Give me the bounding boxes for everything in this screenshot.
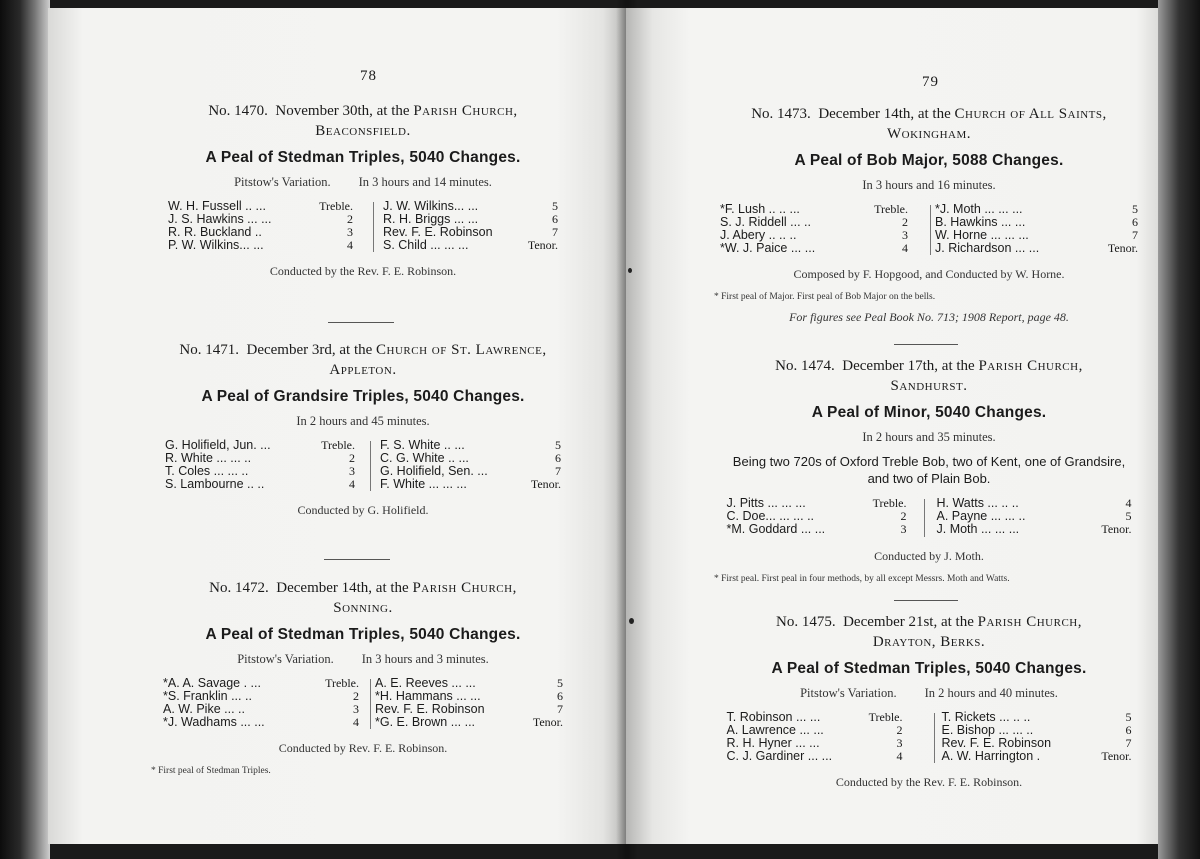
duration: In 2 hours and 35 minutes. bbox=[862, 430, 996, 444]
ringer-row: R. H. Briggs ... ... 6 bbox=[383, 212, 558, 226]
peal-entry bbox=[714, 356, 1144, 584]
peal-number: No. 1472. bbox=[209, 580, 269, 596]
peal-place: Sandhurst. bbox=[890, 378, 968, 394]
ringer-row: *J. Wadhams ... ... 4 bbox=[163, 715, 359, 729]
peal-title: A Peal of Stedman Triples, 5040 Changes. bbox=[205, 149, 521, 166]
variation: Pitstow's Variation. bbox=[800, 686, 897, 700]
peal-heading bbox=[714, 612, 1144, 652]
peal-date: December 14th, at the bbox=[276, 580, 409, 596]
peal-heading bbox=[714, 104, 1144, 144]
ringer-row: P. W. Wilkins... ... 4 bbox=[168, 238, 353, 252]
conducted-by: Composed by F. Hopgood, and Conducted by W. Horne. bbox=[793, 267, 1065, 281]
peal-number: No. 1473. bbox=[751, 106, 811, 122]
peal-number: No. 1475. bbox=[776, 614, 836, 630]
duration: In 3 hours and 16 minutes. bbox=[862, 178, 996, 192]
book-edge-left bbox=[0, 0, 50, 859]
ringer-row: H. Watts ... .. .. 4 bbox=[936, 496, 1132, 510]
ringer-row: Rev. F. E. Robinson 7 bbox=[383, 225, 558, 239]
peal-place: Beaconsfield. bbox=[315, 123, 411, 139]
peal-church: Church of All Saints, bbox=[954, 106, 1107, 122]
footnote: * First peal of Major. First peal of Bob Major on the bells. bbox=[714, 292, 936, 302]
peal-church: Parish Church, bbox=[977, 614, 1082, 630]
ringer-row: A. E. Reeves ... ... 5 bbox=[375, 676, 563, 690]
peal-date: December 21st, at the bbox=[843, 614, 974, 630]
ringers-table bbox=[727, 711, 1132, 763]
left-page bbox=[48, 8, 626, 844]
section-rule bbox=[894, 344, 958, 345]
ringer-row: A. Payne ... ... .. 5 bbox=[936, 509, 1132, 523]
peal-title: A Peal of Grandsire Triples, 5040 Changes. bbox=[201, 388, 525, 405]
figures-reference: For figures see Peal Book No. 713; 1908 Report, page 48. bbox=[789, 310, 1069, 324]
ringer-row: G. Holifield, Jun. ... Treble. bbox=[165, 438, 355, 452]
ringer-row: J. Abery .. .. .. 3 bbox=[720, 228, 908, 242]
ringer-row: R. H. Hyner ... ... 3 bbox=[726, 736, 903, 750]
peal-place: Wokingham. bbox=[886, 126, 971, 142]
peal-place: Sonning. bbox=[333, 600, 393, 616]
variation: Pitstow's Variation. bbox=[237, 652, 334, 666]
footnote: * First peal. First peal in four methods, by all except Messrs. Moth and Watts. bbox=[714, 574, 1010, 584]
ringer-row: T. Coles ... ... .. 3 bbox=[165, 464, 355, 478]
ringer-row: T. Rickets ... .. .. 5 bbox=[941, 710, 1132, 724]
method-description: Being two 720s of Oxford Treble Bob, two of Kent, one of Grandsire, and two of Plain Bob. bbox=[732, 454, 1126, 486]
conducted-by: Conducted by G. Holifield. bbox=[297, 503, 429, 517]
column-divider bbox=[370, 679, 371, 729]
page-blemish bbox=[628, 268, 632, 273]
page-number: 78 bbox=[360, 68, 377, 84]
ringers-table bbox=[165, 439, 561, 491]
section-rule bbox=[894, 600, 958, 601]
ringer-row: J. S. Hawkins ... ... 2 bbox=[168, 212, 353, 226]
ringer-row: *G. E. Brown ... ... Tenor. bbox=[375, 715, 563, 729]
ringer-row: T. Robinson ... ... Treble. bbox=[726, 710, 903, 724]
peal-subtitle bbox=[714, 686, 1144, 701]
peal-number: No. 1470. bbox=[208, 103, 268, 119]
ringer-row: J. Moth ... ... ... Tenor. bbox=[936, 522, 1132, 536]
duration: In 3 hours and 14 minutes. bbox=[358, 175, 492, 189]
peal-date: November 30th, at the bbox=[275, 103, 410, 119]
page-blemish bbox=[629, 618, 634, 624]
peal-title: A Peal of Bob Major, 5088 Changes. bbox=[794, 152, 1064, 169]
ringer-row: R. R. Buckland .. 3 bbox=[168, 225, 353, 239]
peal-entry bbox=[128, 578, 598, 776]
column-divider bbox=[924, 499, 925, 537]
peal-title: A Peal of Stedman Triples, 5040 Changes. bbox=[205, 626, 521, 643]
ringer-row: F. S. White .. ... 5 bbox=[380, 438, 561, 452]
peal-subtitle bbox=[714, 178, 1144, 193]
peal-title: A Peal of Stedman Triples, 5040 Changes. bbox=[771, 660, 1087, 677]
ringer-row: *M. Goddard ... ... 3 bbox=[726, 522, 907, 536]
ringer-row: Rev. F. E. Robinson 7 bbox=[375, 702, 563, 716]
peal-entry bbox=[128, 101, 598, 279]
duration: In 3 hours and 3 minutes. bbox=[361, 652, 489, 666]
ringer-row: F. White ... ... ... Tenor. bbox=[380, 477, 561, 491]
peal-title: A Peal of Minor, 5040 Changes. bbox=[811, 404, 1047, 421]
ringer-row: *F. Lush .. .. ... Treble. bbox=[720, 202, 908, 216]
duration: In 2 hours and 40 minutes. bbox=[924, 686, 1058, 700]
ringer-row: E. Bishop ... ... .. 6 bbox=[941, 723, 1132, 737]
peal-church: Parish Church, bbox=[412, 580, 517, 596]
ringer-row: C. Doe... ... ... .. 2 bbox=[726, 509, 907, 523]
ringer-row: A. W. Pike ... .. 3 bbox=[163, 702, 359, 716]
ringer-row: *J. Moth ... ... ... 5 bbox=[935, 202, 1138, 216]
peal-number: No. 1471. bbox=[179, 342, 239, 358]
ringer-row: C. G. White .. ... 6 bbox=[380, 451, 561, 465]
page-number: 79 bbox=[922, 74, 939, 90]
ringer-row: A. Lawrence ... ... 2 bbox=[726, 723, 903, 737]
ringers-table bbox=[720, 203, 1138, 255]
ringer-row: Rev. F. E. Robinson 7 bbox=[941, 736, 1132, 750]
ringer-row: B. Hawkins ... ... 6 bbox=[935, 215, 1138, 229]
ringer-row: J. W. Wilkins... ... 5 bbox=[383, 199, 558, 213]
peal-entry bbox=[714, 612, 1144, 790]
conducted-by: Conducted by the Rev. F. E. Robinson. bbox=[269, 264, 457, 278]
peal-subtitle bbox=[128, 414, 598, 429]
peal-heading bbox=[714, 356, 1144, 396]
ringer-row: C. J. Gardiner ... ... 4 bbox=[726, 749, 903, 763]
right-page bbox=[626, 8, 1158, 844]
peal-heading bbox=[128, 340, 598, 380]
ringer-row: S. Lambourne .. .. 4 bbox=[165, 477, 355, 491]
column-divider bbox=[934, 713, 935, 763]
peal-place: Appleton. bbox=[329, 362, 397, 378]
ringers-table bbox=[163, 677, 563, 729]
ringer-row: W. Horne ... ... ... 7 bbox=[935, 228, 1138, 242]
peal-church: Church of St. Lawrence, bbox=[376, 342, 547, 358]
peal-church: Parish Church, bbox=[978, 358, 1083, 374]
ringer-row: A. W. Harrington . Tenor. bbox=[941, 749, 1132, 763]
peal-number: No. 1474. bbox=[775, 358, 835, 374]
ringer-row: J. Richardson ... ... Tenor. bbox=[935, 241, 1138, 255]
book-edge-right bbox=[1158, 0, 1200, 859]
variation: Pitstow's Variation. bbox=[234, 175, 331, 189]
peal-place: Drayton, Berks. bbox=[872, 634, 986, 650]
ringer-row: *S. Franklin ... .. 2 bbox=[163, 689, 359, 703]
ringer-row: *W. J. Paice ... ... 4 bbox=[720, 241, 908, 255]
footnote: * First peal of Stedman Triples. bbox=[151, 766, 271, 776]
peal-church: Parish Church, bbox=[413, 103, 518, 119]
column-divider bbox=[930, 205, 931, 255]
peal-subtitle bbox=[714, 430, 1144, 445]
ringer-row: *H. Hammans ... ... 6 bbox=[375, 689, 563, 703]
conducted-by: Conducted by Rev. F. E. Robinson. bbox=[278, 741, 448, 755]
peal-date: December 17th, at the bbox=[842, 358, 975, 374]
peal-date: December 3rd, at the bbox=[246, 342, 373, 358]
peal-date: December 14th, at the bbox=[818, 106, 951, 122]
peal-heading bbox=[128, 101, 598, 141]
peal-entry bbox=[128, 340, 598, 518]
ringer-row: J. Pitts ... ... ... Treble. bbox=[726, 496, 907, 510]
ringers-table bbox=[168, 200, 558, 252]
column-divider bbox=[370, 441, 371, 491]
ringer-row: *A. A. Savage . ... Treble. bbox=[163, 676, 359, 690]
column-divider bbox=[373, 202, 374, 252]
ringer-row: W. H. Fussell .. ... Treble. bbox=[168, 199, 353, 213]
ringer-row: R. White ... ... .. 2 bbox=[165, 451, 355, 465]
peal-heading bbox=[128, 578, 598, 618]
ringers-table bbox=[727, 497, 1132, 537]
conducted-by: Conducted by J. Moth. bbox=[874, 549, 984, 563]
peal-subtitle bbox=[128, 175, 598, 190]
ringer-row: G. Holifield, Sen. ... 7 bbox=[380, 464, 561, 478]
ringer-row: S. Child ... ... ... Tenor. bbox=[383, 238, 558, 252]
peal-entry bbox=[714, 104, 1144, 325]
section-rule bbox=[324, 559, 390, 560]
ringer-row: S. J. Riddell ... .. 2 bbox=[720, 215, 908, 229]
conducted-by: Conducted by the Rev. F. E. Robinson. bbox=[835, 775, 1023, 789]
section-rule bbox=[328, 322, 394, 323]
peal-subtitle bbox=[128, 652, 598, 667]
duration: In 2 hours and 45 minutes. bbox=[296, 414, 430, 428]
